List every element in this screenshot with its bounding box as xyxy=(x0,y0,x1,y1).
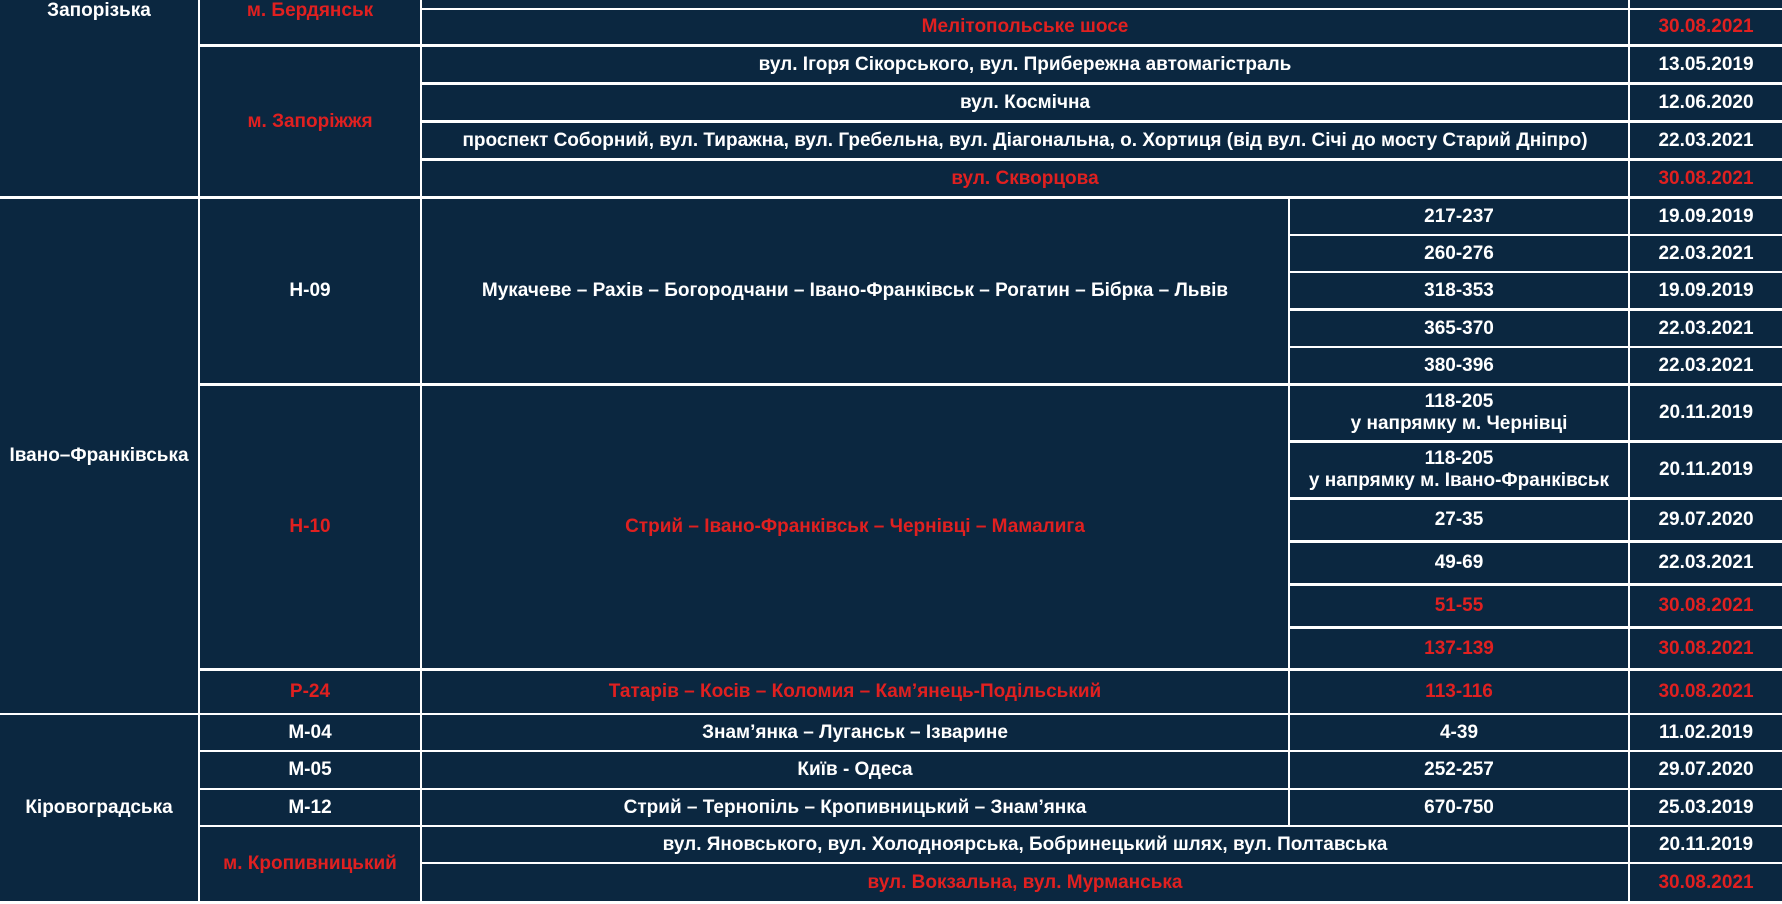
date-cell: 20.11.2019 xyxy=(1630,827,1782,862)
road-code-cell-p24: Р-24 xyxy=(200,671,420,713)
road-code-cell: М-05 xyxy=(200,752,420,788)
region-cell-kirovohradska: Кіровоградська xyxy=(0,715,198,901)
km-cell: 670-750 xyxy=(1290,790,1628,825)
direction-note: у напрямку м. Івано-Франківськ xyxy=(1308,470,1610,491)
region-cell-zaporizka: Запорізька xyxy=(0,0,198,196)
date-cell: 30.08.2021 xyxy=(1630,864,1782,901)
route-cell: Знам’янка – Луганськ – Ізварине xyxy=(422,715,1288,750)
route-cell-p24: Татарів – Косів – Коломия – Кам’янець-Подільський xyxy=(422,671,1288,713)
road-code-cell-h10: Н-10 xyxy=(200,386,420,668)
km-cell: 217-237 xyxy=(1290,199,1628,234)
km-range: 118-205 xyxy=(1424,448,1494,469)
date-cell: 20.11.2019 xyxy=(1630,386,1782,440)
date-cell-fragment xyxy=(1630,0,1782,8)
route-cell-h10: Стрий – Івано-Франківськ – Чернівці – Мамалига xyxy=(422,386,1288,668)
date-cell: 22.03.2021 xyxy=(1630,236,1782,271)
street-cell: вул. Яновського, вул. Холодноярська, Бобринецький шлях, вул. Полтавська xyxy=(422,827,1628,862)
street-cell: Мелітопольське шосе xyxy=(422,10,1628,44)
street-cell-fragment xyxy=(422,0,1628,8)
city-cell-berdiansk: м. Бердянськ xyxy=(200,0,420,44)
street-cell: вул. Ігоря Сікорського, вул. Прибережна автомагістраль xyxy=(422,47,1628,82)
date-cell: 29.07.2020 xyxy=(1630,500,1782,540)
date-cell: 30.08.2021 xyxy=(1630,629,1782,668)
date-cell: 22.03.2021 xyxy=(1630,348,1782,383)
date-cell: 30.08.2021 xyxy=(1630,10,1782,44)
km-cell: 380-396 xyxy=(1290,348,1628,383)
date-cell: 13.05.2019 xyxy=(1630,47,1782,82)
road-code-cell: М-04 xyxy=(200,715,420,750)
date-cell: 25.03.2019 xyxy=(1630,790,1782,825)
city-cell-kropyvnytskyi: м. Кропивницький xyxy=(200,827,420,901)
date-cell: 19.09.2019 xyxy=(1630,273,1782,308)
date-cell: 22.03.2021 xyxy=(1630,123,1782,158)
date-cell: 30.08.2021 xyxy=(1630,586,1782,626)
km-cell xyxy=(1290,386,1628,440)
route-cell: Стрий – Тернопіль – Кропивницький – Знам’янка xyxy=(422,790,1288,825)
region-cell-ivano-frankivska: Івано–Франківська xyxy=(0,199,198,713)
km-cell: 113-116 xyxy=(1290,671,1628,713)
km-cell: 365-370 xyxy=(1290,311,1628,346)
direction-note: у напрямку м. Чернівці xyxy=(1350,413,1568,434)
date-cell: 12.06.2020 xyxy=(1630,85,1782,120)
km-cell: 49-69 xyxy=(1290,543,1628,583)
km-cell: 252-257 xyxy=(1290,752,1628,788)
date-cell: 19.09.2019 xyxy=(1630,199,1782,234)
table-band-lower xyxy=(0,715,1782,901)
road-code-cell-h09: Н-09 xyxy=(200,199,420,383)
street-cell: вул. Космічна xyxy=(422,85,1628,120)
date-cell: 30.08.2021 xyxy=(1630,161,1782,196)
city-cell-zaporizhzhia: м. Запоріжжя xyxy=(200,47,420,196)
street-cell: вул. Скворцова xyxy=(422,161,1628,196)
km-cell: 137-139 xyxy=(1290,629,1628,668)
km-range: 118-205 xyxy=(1424,391,1494,412)
date-cell: 22.03.2021 xyxy=(1630,311,1782,346)
km-cell: 27-35 xyxy=(1290,500,1628,540)
route-cell-h09: Мукачеве – Рахів – Богородчани – Івано-Франківськ – Рогатин – Бібрка – Львів xyxy=(422,199,1288,383)
date-cell: 20.11.2019 xyxy=(1630,443,1782,497)
road-code-cell: М-12 xyxy=(200,790,420,825)
km-cell: 318-353 xyxy=(1290,273,1628,308)
date-cell: 29.07.2020 xyxy=(1630,752,1782,788)
street-cell: проспект Соборний, вул. Тиражна, вул. Гребельна, вул. Діагональна, о. Хортиця (від вул. Січі до мосту Старий Дніпро) xyxy=(422,123,1628,158)
street-cell: вул. Вокзальна, вул. Мурманська xyxy=(422,864,1628,901)
km-cell: 51-55 xyxy=(1290,586,1628,626)
date-cell: 22.03.2021 xyxy=(1630,543,1782,583)
km-cell xyxy=(1290,443,1628,497)
km-cell: 4-39 xyxy=(1290,715,1628,750)
km-cell: 260-276 xyxy=(1290,236,1628,271)
route-cell: Київ - Одеса xyxy=(422,752,1288,788)
date-cell: 30.08.2021 xyxy=(1630,671,1782,713)
date-cell: 11.02.2019 xyxy=(1630,715,1782,750)
